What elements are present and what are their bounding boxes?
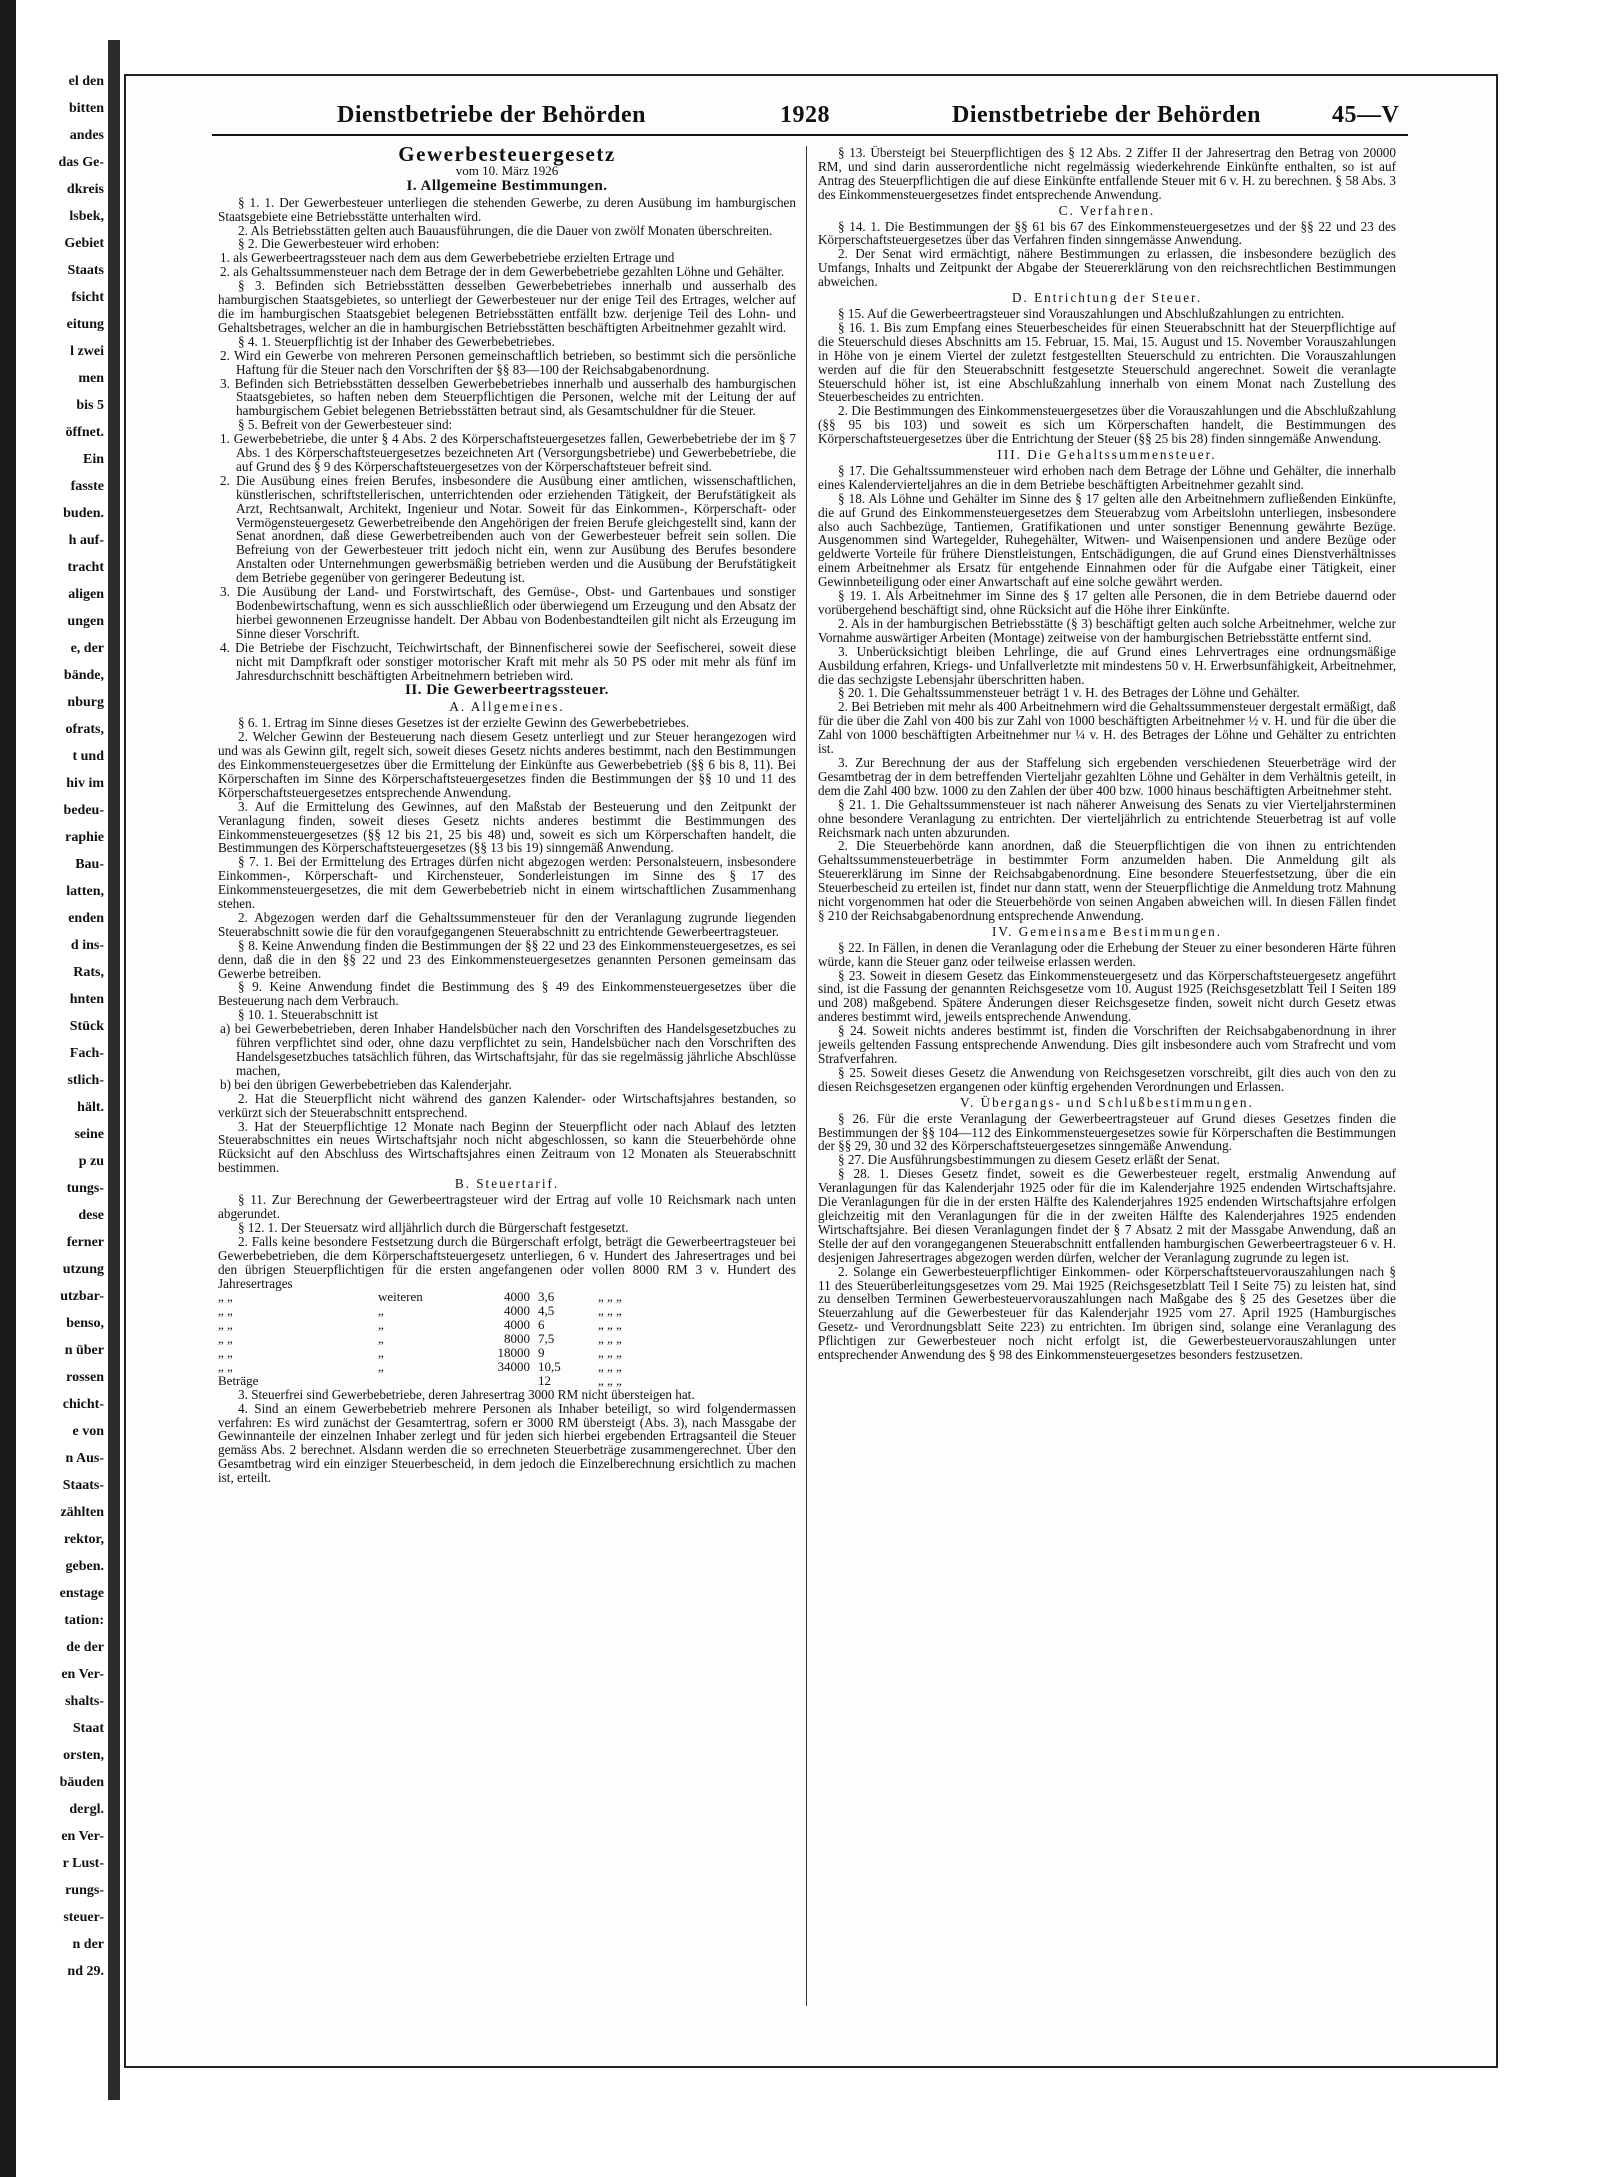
previous-page-fragment: benso,: [66, 1316, 104, 1331]
previous-page-fragment: en Ver-: [61, 1829, 104, 1844]
previous-page-fragment: ferner: [66, 1235, 104, 1250]
paragraph: § 21. 1. Die Gehaltssummensteuer ist nach näherer Anweisung des Senats zu vier Vierteljahrsterminen ohne besondere Veranlagung zu entrichten. Der vierteljährlich zu entrichtende Steuerbetrag ist auf volle Reichsmark nach unten abzurunden.: [818, 796, 1396, 840]
previous-page-fragment: eitung: [66, 317, 104, 332]
paragraph: 2. Hat die Steuerpflicht nicht während des ganzen Kalender- oder Wirtschaftsjahres bestanden, so verkürzt sich der Steuerabschnitt entsprechend.: [218, 1090, 796, 1120]
paragraph: § 23. Soweit in diesem Gesetz das Einkommensteuergesetz und das Körperschaftsteuergesetz angeführt sind, ist die Fassung der genannten Reichsgesetze vom 10. August 1925 (Reichsgesetzblatt Teil I Seiten 189 und 208) maßgebend. Spätere Änderungen dieser Reichsgesetze finden, soweit nicht durch Gesetz etwas anderes bestimmt wird, jeweils entsprechende Anwendung.: [818, 967, 1396, 1025]
paragraph: § 27. Die Ausführungsbestimmungen zu diesem Gesetz erläßt der Senat.: [838, 1152, 1220, 1168]
previous-page-fragment: t und: [72, 749, 104, 764]
tax-rate-cell: „: [378, 1303, 384, 1319]
list-item: 1. als Gewerbeertragssteuer nach dem aus dem Gewerbebetriebe erzielten Ertrage und: [220, 250, 675, 266]
paragraph: 2. Welcher Gewinn der Besteuerung nach diesem Gesetz unterliegt und zur Steuer herangezogen wird und was als Gewinn gilt, regelt sich, soweit dieses Gesetz nichts anderes bestimmt, nach den Bestimmungen des Einkommensteuergesetzes über die Ermittelung der Einkünfte aus Gewerbebetrieb (§§ 6 bis 8, 11). Bei Körperschaften im Sinne des Körperschaftsteuergesetzes finden die Bestimmungen der §§ 10 und 11 des Körperschaftsteuergesetzes entsprechende Anwendung.: [218, 729, 796, 800]
tax-rate-cell: [378, 1374, 468, 1388]
tax-rate-cell: „ „ „: [598, 1331, 622, 1347]
tax-rate-cell: „ „ „: [598, 1345, 622, 1361]
previous-page-fragment: enstage: [59, 1586, 104, 1601]
previous-page-fragment: r Lust-: [62, 1856, 104, 1871]
previous-page-fragment: p zu: [78, 1154, 104, 1169]
previous-page-fragment: bedeu-: [63, 803, 104, 818]
previous-page-fragment: bände,: [63, 668, 104, 683]
sub-heading: C. Verfahren.: [1058, 202, 1156, 218]
paragraph: § 26. Für die erste Veranlagung der Gewerbeertragsteuer auf Grund dieses Gesetzes finden die Bestimmungen der §§ 104—112 des Einkommensteuergesetzes sowie für Körperschaften die Bestimmungen der §§ 29, 30 und 32 des Körperschaftsteuergesetzes sinngemäße Anwendung.: [818, 1110, 1396, 1154]
previous-page-fragment: tracht: [67, 560, 104, 575]
previous-page-fragment: rektor,: [63, 1532, 104, 1547]
previous-page-fragment: das Ge-: [58, 155, 104, 170]
previous-page-fragment: Ein: [82, 452, 104, 467]
tax-rate-cell: 12: [538, 1372, 551, 1388]
previous-page-fragment: rungs-: [65, 1883, 104, 1898]
paragraph: § 18. Als Löhne und Gehälter im Sinne des § 17 gelten alle den Arbeitnehmern zufließenden Einkünfte, die auf Grund des Einkommensteuergesetzes dem Steuerabzug vom Arbeitslohn unterliegen, insbesondere also auch Sachbezüge, Tantiemen, Gratifikationen und unter sonstiger Benennung gewährte Bezüge. Ausgenommen sind Wartegelder, Ruhegehälter, Witwen- und Waisenpensionen und andere Bezüge oder geldwerte Vorteile für frühere Dienstleistungen, Entschädigungen, die auf Grund eines Dienstverhältnisses einem Arbeitnehmer als Ersatz für entgehende Einnahmen oder für die Aufgabe einer Tätigkeit, einer Gewinnbeteiligung oder einer Anwartschaft auf eine solche gewährt werden.: [818, 490, 1396, 590]
tax-rate-row: [218, 1304, 796, 1318]
tax-rate-cell: 3,6: [538, 1289, 555, 1305]
previous-page-fragment: men: [78, 371, 104, 386]
paragraph: § 9. Keine Anwendung findet die Bestimmung des § 49 des Einkommensteuergesetzes über die Besteuerung nach dem Verbrauch.: [218, 979, 796, 1009]
previous-page-fragment: hnten: [69, 992, 104, 1007]
previous-page-fragment: seine: [74, 1127, 104, 1142]
tax-rate-cell: 4000: [504, 1317, 530, 1333]
sub-heading: B. Steuertarif.: [454, 1176, 560, 1192]
paragraph: § 14. 1. Die Bestimmungen der §§ 61 bis 67 des Einkommensteuergesetzes und der §§ 22 und 23 des Körperschaftsteuergesetzes über das Verfahren finden sinngemässe Anwendung.: [818, 218, 1396, 248]
previous-page-fragment: bitten: [69, 101, 104, 116]
paragraph: § 3. Befinden sich Betriebsstätten desselben Gewerbebetriebes innerhalb und ausserhalb des hamburgischen Staatsgebietes, so unterliegt der Gewerbesteuer nur der enige Teil des Ertrages, welcher auf die im hamburgischen Staatsgebiet belegenen Betriebsstätten entfällt bzw. derjenige Teil des Lohn- und Gehaltsbetrages, welcher an die in hamburgischen Betriebsstätten beschäftigten Arbeitnehmer gezahlt wird.: [218, 278, 796, 335]
tax-rate-cell: „ „: [218, 1289, 233, 1305]
tax-rate-row: [218, 1318, 796, 1332]
paragraph: § 16. 1. Bis zum Empfang eines Steuerbescheides für einen Steuerabschnitt hat der Steuerpflichtige auf die Steuerschuld dieses Abschnitts am 15. Februar, 15. Mai, 15. August und 15. November Vorauszahlungen in Höhe von je einem Viertel der zuletzt festgestellten Steuerschuld zu entrichten. Die Vorauszahlungen werden auf die für den Steuerabschnitt festgesetzte Steuerschuld angerechnet. Soweit die veranlagte Steuerschuld höher ist, ist eine Abschlußzahlung innerhalb von einem Monat nach Zustellung des Steuerbescheides zu entrichten.: [818, 319, 1396, 405]
paragraph: § 22. In Fällen, in denen die Veranlagung oder die Erhebung der Steuer zu einer besonderen Härte führen würde, kann die Steuer ganz oder teilweise erlassen werden.: [818, 939, 1396, 969]
previous-page-fragment: hält.: [77, 1100, 104, 1115]
tax-rate-cell: „ „: [218, 1303, 233, 1319]
paragraph: 3. Auf die Ermittelung des Gewinnes, auf den Maßstab der Besteuerung und den Zeitpunkt der Veranlagung finden, soweit dieses Gesetz nichts anderes bestimmt die Bestimmungen des Einkommensteuergesetzes (§§ 12 bis 21, 25 bis 48) und, soweit es sich um Körperschaften handelt, die Bestimmungen des Körperschaftsteuergesetzes (§§ 13 bis 19) sinngemäß Anwendung.: [218, 798, 796, 856]
list-item: 2. Die Ausübung eines freien Berufes, insbesondere die Ausübung einer amtlichen, wissenschaftlichen, künstlerischen, schriftstellerischen, unterrichtenden oder erziehenden Tätigkeit, der Berufstätigkeit als Arzt, Rechtsanwalt, Architekt, Ingenieur und Notar. Soweit für das Einkommen-, Körperschaft- oder Vermögensteuergesetz Gewerbetreibende den Angehörigen der freien Berufe gleichgestellt sind, kann der Senat anordnen, daß diese Gewerbetreibenden auch von der Gewerbesteuer befreit sein sollen. Die Befreiung von der Gewerbesteuer tritt jedoch nicht ein, wenn zur Ausübung des Berufes besondere Anstalten oder Unternehmungen gewerbsmäßig betrieben werden und die Ausübung der Berufstätigkeit dem Betriebe gegenüber von geringerer Bedeutung ist.: [220, 472, 796, 586]
previous-page-fragment: zählten: [60, 1505, 104, 1520]
previous-page-fragment: orsten,: [63, 1748, 104, 1763]
paragraph: § 28. 1. Dieses Gesetz findet, soweit es die Gewerbesteuer regelt, erstmalig Anwendung auf Veranlagungen für das Kalenderjahr 1925 oder für die im Kalenderjahre 1925 endenden Wirtschaftsjahre. Die Veranlagungen für die in der ersten Hälfte des Kalenderjahres 1925 endenden Wirtschaftsjahre erfolgen gleichzeitig mit den Veranlagungen für die in der zweiten Hälfte des Kalenderjahres 1925 endenden Wirtschaftsjahre. Bei diesen Veranlagungen findet der § 7 Absatz 2 mit der Massgabe Anwendung, daß an Stelle der auf den vorangegangenen Steuerabschnitt entfallenden hamburgischen Gewerbeertragsteuer 6 v. H. desjenigen Jahresertrages abgezogen werden dürfen, welcher der Veranlagung zugrunde zu legen ist.: [818, 1166, 1396, 1265]
tax-rate-cell: 6: [538, 1317, 545, 1333]
previous-page-fragment: hiv im: [66, 776, 104, 791]
previous-page-fragment: dkreis: [66, 182, 104, 197]
previous-page-fragment: Rats,: [73, 965, 104, 980]
paragraph: § 10. 1. Steuerabschnitt ist: [238, 1007, 378, 1023]
previous-page-fragment: utzbar-: [60, 1289, 104, 1304]
previous-page-fragment: Staats: [67, 263, 104, 278]
tax-rate-cell: „: [378, 1358, 384, 1374]
column-divider: [806, 146, 807, 2006]
tax-rate-row: [218, 1332, 796, 1346]
paragraph: § 7. 1. Bei der Ermittelung des Ertrages dürfen nicht abgezogen werden: Personalsteuern, insbesondere Einkommen-, Körperschaft- und Kirchensteuer, Sonderleistungen im Sinne des § 17 des Einkommensteuergesetzes, die mit dem Gewerbebetrieb nicht in einem wirtschaftlichen Zusammenhang stehen.: [218, 854, 796, 912]
part-heading: I. Allgemeine Bestimmungen.: [406, 177, 608, 194]
previous-page-fragment: e von: [72, 1424, 104, 1439]
previous-page-fragment: dese: [78, 1208, 104, 1223]
list-item: 4. Die Betriebe der Fischzucht, Teichwirtschaft, der Binnenfischerei sowie der Seefischerei, soweit diese nicht mit Dampfkraft oder sonstiger motorischer Kraft mit mehr als 50 PS oder mit mehr als fünf im Jahresdurchschnitt beschäftigten Arbeitnehmern betrieben wird.: [220, 639, 796, 683]
previous-page-fragment: fasste: [70, 479, 104, 494]
tax-rate-row: [218, 1360, 796, 1374]
previous-page-fragment: tation:: [64, 1613, 104, 1628]
paragraph: 2. Falls keine besondere Festsetzung durch die Bürgerschaft erfolgt, beträgt die Gewerbeertragsteuer bei Gewerbebetrieben, die dem Körperschaftsteuergesetz unterliegen, 6 v. Hundert des Jahresertrages und bei den übrigen Steuerpflichtigen für die ersten angefangenen oder vollen 8000 RM 3 v. Hundert des Jahresertrages: [218, 1233, 796, 1291]
tax-rate-cell: „ „: [218, 1358, 233, 1374]
previous-page-fragment: stlich-: [67, 1073, 104, 1088]
previous-page-fragment: n Aus-: [65, 1451, 104, 1466]
paragraph: § 8. Keine Anwendung finden die Bestimmungen der §§ 22 und 23 des Einkommensteuergesetzes, es sei denn, daß die in den §§ 22 und 23 des Einkommensteuergesetzes genannten Personen gemeinsam das Gewerbe betreiben.: [218, 937, 796, 981]
tax-rate-cell: „ „ „: [598, 1289, 622, 1305]
paragraph: § 6. 1. Ertrag im Sinne dieses Gesetzes ist der erzielte Gewinn des Gewerbebetriebes.: [238, 715, 690, 731]
previous-page-fragment: bis 5: [76, 398, 104, 413]
list-item: 1. Gewerbebetriebe, die unter § 4 Abs. 2 des Körperschaftsteuergesetzes fallen, Gewerbebetriebe der im § 7 Abs. 1 des Körperschaftsteuergesetzes bezeichneten Art (Versorgungsbetriebe) und Gewerbebetriebe, die auf Grund des § 9 des Körperschaftsteuergesetzes von der Körperschaftsteuer befreit sind.: [220, 431, 796, 474]
list-item: a) bei Gewerbebetrieben, deren Inhaber Handelsbücher nach den Vorschriften des Handelsgesetzbuches zu führen verpflichtet sind oder, ohne dazu verpflichtet zu sein, Handelsbücher nach den Vorschriften des Handelsgesetzbuches tatsächlich führen, das Wirtschaftsjahr, für das sie regelmässig jährliche Abschlüsse machen,: [220, 1021, 796, 1078]
previous-page-fragment: ofrats,: [65, 722, 104, 737]
tax-rate-cell: [468, 1374, 538, 1388]
previous-page-fragment: buden.: [63, 506, 104, 521]
paragraph: § 1. 1. Der Gewerbesteuer unterliegen die stehenden Gewerbe, zu deren Ausübung im hamburgischen Staatsgebiete eine Betriebsstätte unterhalten wird.: [218, 194, 796, 224]
tax-rate-cell: „: [378, 1331, 384, 1347]
paragraph: § 12. 1. Der Steuersatz wird alljährlich durch die Bürgerschaft festgesetzt.: [238, 1219, 629, 1235]
previous-page-fragment: lsbek,: [69, 209, 104, 224]
tax-rate-row: [218, 1374, 796, 1388]
previous-page-fragment: el den: [68, 74, 104, 89]
previous-page-fragment: nd 29.: [67, 1964, 104, 1979]
previous-page-fragment: geben.: [65, 1559, 104, 1574]
paragraph: 4. Sind an einem Gewerbebetrieb mehrere Personen als Inhaber beteiligt, so wird folgendermassen verfahren: Es wird zunächst der Gesamtertrag, sofern er 3000 RM übersteigt (Abs. 3), nach Massgabe der Gewinnanteile der einzelnen Inhaber zerlegt und für jeden sich hierbei ergebenden Ertragsanteil die Steuer gemäss Abs. 2 berechnet. Alsdann werden die so errechneten Steuerbeträge zusammengerechnet. Über den Gesamtbetrag wird ein einziger Steuerbescheid, in dem jedoch die Einzelberechnung ersichtlich zu machen ist, erteilt.: [218, 1400, 796, 1486]
tax-rate-cell: „ „: [218, 1345, 233, 1361]
previous-page-fragment: Staat: [72, 1721, 104, 1736]
paragraph: § 13. Übersteigt bei Steuerpflichtigen des § 12 Abs. 2 Ziffer II der Jahresertrag den Betrag von 20000 RM, und sind darin ausserordentliche nicht regelmässig wiederkehrende Einkünfte enthalten, so ist auf Antrag des Steuerpflichtigen die auf diese Einkünfte entfallende Steuer mit 6 v. H. zu berechnen. § 58 Abs. 3 des Einkommensteuergesetzes findet entsprechende Anwendung.: [818, 146, 1396, 202]
tax-rate-cell: Beträge: [218, 1372, 259, 1388]
paragraph: § 11. Zur Berechnung der Gewerbeertragsteuer wird der Ertrag auf volle 10 Reichsmark nach unten abgerundet.: [218, 1192, 796, 1221]
previous-page-fragment: chicht-: [62, 1397, 104, 1412]
book-gutter: [108, 40, 120, 2100]
paragraph: § 25. Soweit dieses Gesetz die Anwendung von Reichsgesetzen vorschreibt, gilt dies auch von den zu diesen Reichsgesetzen ergangenen oder künftig ergehenden Verordnungen und Erlassen.: [818, 1064, 1396, 1094]
list-item: 3. Befinden sich Betriebsstätten desselben Gewerbebetriebes innerhalb und ausserhalb des hamburgischen Staatsgebietes, so haften neben dem Steuerpflichtigen die Personen, welche mit der Leitung der auf hamburgischem Gebiet belegenen Betriebsstätten betraut sind, als Gesamtschuldner für die Steuer.: [220, 375, 796, 419]
paragraph: § 5. Befreit von der Gewerbesteuer sind:: [238, 417, 453, 433]
paragraph: 3. Steuerfrei sind Gewerbebetriebe, deren Jahresertrag 3000 RM nicht übersteigen hat.: [238, 1386, 695, 1402]
previous-page-fragment: Fach-: [69, 1046, 104, 1061]
list-item: 2. als Gehaltssummensteuer nach dem Betrage der in dem Gewerbebetriebe gezahlten Löhne und Gehälter.: [220, 264, 785, 280]
tax-rate-cell: 4000: [504, 1289, 530, 1305]
paragraph: § 15. Auf die Gewerbeertragsteuer sind Vorauszahlungen und Abschlußzahlungen zu entrichten.: [838, 305, 1345, 321]
right-column: [818, 146, 1396, 2006]
previous-page-fragment: h auf-: [68, 533, 104, 548]
tax-rate-cell: 8000: [504, 1331, 530, 1347]
previous-page-fragment: en Ver-: [61, 1667, 104, 1682]
previous-page-fragment: shalts-: [65, 1694, 104, 1709]
paragraph: § 20. 1. Die Gehaltssummensteuer beträgt 1 v. H. des Betrages der Löhne und Gehälter.: [838, 685, 1300, 701]
page-number: 45—V: [1332, 102, 1400, 128]
previous-page-fragment: n der: [72, 1937, 104, 1952]
tax-rate-table: [218, 1290, 796, 1387]
previous-page-fragment: aligen: [68, 587, 104, 602]
paragraph: § 2. Die Gewerbesteuer wird erhoben:: [238, 236, 440, 252]
tax-rate-cell: 4000: [504, 1303, 530, 1319]
tax-rate-cell: „: [378, 1317, 384, 1333]
paragraph: § 24. Soweit nichts anderes bestimmt ist, finden die Vorschriften der Reichsabgabenordnung in ihrer jeweils geltenden Fassung entsprechende Anwendung. Dies gilt insbesondere auch vom Strafrecht und vom Strafverfahren.: [818, 1023, 1396, 1066]
part-heading: III. Die Gehaltssummensteuer.: [997, 447, 1217, 463]
previous-page-fragment: d ins-: [70, 938, 104, 953]
tax-rate-cell: „ „ „: [598, 1303, 622, 1319]
paragraph: 3. Hat der Steuerpflichtige 12 Monate nach Beginn der Steuerpflicht oder nach Ablauf des letzten Steuerabschnittes ein neues Wirtschaftsjahr noch nicht abgeschlossen, so kann die Steuerbehörde ohne Rücksicht auf den Abschluss des Wirtschaftsjahres einen Zeitraum von 12 Monaten als Steuerabschnitt bestimmen.: [218, 1118, 796, 1176]
previous-page-fragment: öffnet.: [65, 425, 104, 440]
paragraph: 3. Zur Berechnung der aus der Staffelung sich ergebenden verschiedenen Steuerbeträge wird der Gesamtbetrag der in dem betreffenden Vierteljahr gezahlten Löhne und Gehälter in dem Verhältnis geteilt, in dem die Zahl 400 bzw. 1000 zu den Zahlen der über 400 bzw. 1000 hinaus beschäftigten Arbeitnehmer steht.: [818, 754, 1396, 798]
running-head-year: 1928: [780, 102, 830, 128]
previous-page-fragment: bäuden: [59, 1775, 104, 1790]
running-head-right: Dienstbetriebe der Behörden: [952, 102, 1262, 128]
paragraph: § 17. Die Gehaltssummensteuer wird erhoben nach dem Betrage der Löhne und Gehälter, die innerhalb eines Kalendervierteljahres an die in dem Betriebe beschäftigten Arbeitnehmer gezahlt sind.: [818, 462, 1396, 492]
previous-page-fragment: Gebiet: [64, 236, 104, 251]
previous-page-fragment: nburg: [67, 695, 104, 710]
paragraph: 2. Der Senat wird ermächtigt, nähere Bestimmungen zu erlassen, die insbesondere bezüglich des Umfangs, Inhalts und Zeitpunkt der Abgabe der Steuererklärung von den reichsrechtlichen Bestimmungen abweichen.: [818, 246, 1396, 290]
tax-rate-cell: 9: [538, 1345, 545, 1361]
previous-page-fragment: utzung: [62, 1262, 104, 1277]
list-item: 3. Die Ausübung der Land- und Forstwirtschaft, des Gemüse-, Obst- und Gartenbaues und sonstiger Bodenbewirtschaftung, wenn es sich ausschließlich oder überwiegend um Erzeugung und den Absatz der hierbei gewonnenen Erzeugnisse handelt. Der Abbau von Bodenbestandteilen gilt nicht als Erzeugung im Sinne dieser Vorschrift.: [220, 584, 796, 641]
previous-page-fragment: tungs-: [66, 1181, 104, 1196]
tax-rate-row: [218, 1290, 796, 1304]
law-date: vom 10. März 1926: [455, 162, 559, 178]
paragraph: 2. Die Bestimmungen des Einkommensteuergesetzes über die Vorauszahlungen und die Abschlußzahlung (§§ 95 bis 103) und soweit es sich um Körperschaften handelt, die Bestimmungen des Körperschaftsteuergesetzes über die Entrichtung der Steuer (§§ 25 bis 28) finden sinngemäße Anwendung.: [818, 403, 1396, 447]
previous-page-fragment: Bau-: [75, 857, 104, 872]
paragraph: § 19. 1. Als Arbeitnehmer im Sinne des § 17 gelten alle Personen, die in dem Betriebe dauernd oder vorübergehend beschäftigt sind, ohne Rücksicht auf die Höhe ihrer Einkünfte.: [818, 588, 1396, 617]
previous-page-fragment: andes: [69, 128, 104, 143]
tax-rate-cell: 18000: [497, 1345, 530, 1361]
paragraph: 2. Solange ein Gewerbesteuerpflichtiger Einkommen- oder Körperschaftsteuervorauszahlungen nach § 11 des Steuerüberleitungsgesetzes vom 29. Mai 1925 (Reichsgesetzblatt Teil I Seite 75) zu leisten hat, sind zu denselben Terminen Gewerbesteuervorauszahlungen nach Maßgabe des § 25 des Gesetzes über die Steuerzahlung auf die Gewerbesteuer für das Kalenderjahr 1925 vom 27. April 1925 (Hamburgisches Gesetz- und Verordnungsblatt Seite 223) zu entrichten. Im übrigen sind, solange eine Veranlagung des Pflichtigen zur Gewerbesteuer noch nicht erfolgt ist, die Gewerbesteuervorauszahlungen unter entsprechender Anwendung des § 98 des Einkommensteuergesetzes besonders festzusetzen.: [818, 1263, 1396, 1363]
sub-heading: D. Entrichtung der Steuer.: [1011, 290, 1203, 306]
running-head-left: Dienstbetriebe der Behörden: [337, 102, 647, 128]
previous-page-fragment: n über: [64, 1343, 104, 1358]
previous-page-fragment: steuer-: [63, 1910, 104, 1925]
previous-page-fragment: fsicht: [71, 290, 104, 305]
previous-page-fragment: latten,: [66, 884, 104, 899]
previous-page-fragment: enden: [68, 911, 104, 926]
tax-rate-row: [218, 1346, 796, 1360]
paragraph: 2. Als in der hamburgischen Betriebsstätte (§ 3) beschäftigt gelten auch solche Arbeitnehmer, welche zur Vornahme auswärtiger Arbeiten (Montage) zeitweise von der hamburgischen Betriebsstätte entfernt sind.: [818, 615, 1396, 645]
previous-page-fragment: de der: [66, 1640, 104, 1655]
previous-page-margin: [16, 60, 112, 2070]
left-column: [218, 146, 796, 2006]
part-heading: II. Die Gewerbeertragssteuer.: [405, 682, 609, 699]
previous-page-fragment: e, der: [70, 641, 104, 656]
tax-rate-cell: „ „ „: [598, 1372, 622, 1388]
scan-edge: [0, 0, 16, 2177]
tax-rate-cell: 4,5: [538, 1303, 555, 1319]
paragraph: 2. Bei Betrieben mit mehr als 400 Arbeitnehmern wird die Gehaltssummensteuer dergestalt ermäßigt, daß für die über die Zahl von 400 bis zur Zahl von 1000 beschäftigten Arbeitnehmer ½ v. H. und für die über die Zahl von 1000 beschäftigten Arbeitnehmer nur ¼ v. H. des Betrages der Löhne und Gehälter zu entrichten ist.: [818, 699, 1396, 757]
law-title: Gewerbesteuergesetz: [398, 146, 616, 166]
part-heading: IV. Gemeinsame Bestimmungen.: [991, 923, 1223, 939]
previous-page-fragment: ungen: [67, 614, 104, 629]
previous-page-fragment: rossen: [66, 1370, 104, 1385]
tax-rate-cell: 7,5: [538, 1331, 555, 1347]
list-item: b) bei den übrigen Gewerbebetrieben das Kalenderjahr.: [220, 1076, 512, 1092]
tax-rate-cell: 34000: [497, 1358, 530, 1374]
paragraph: 3. Unberücksichtigt bleiben Lehrlinge, die auf Grund eines Lehrvertrages eine ordnungsmäßige Ausbildung erfahren, Kriegs- und Unfallverletzte mit mindestens 50 v. H. Erwerbsunfähigkeit, Arbeitnehmer, die das sechzigste Lebensjahr überschritten haben.: [818, 643, 1396, 687]
sub-heading: A. Allgemeines.: [449, 699, 565, 715]
previous-page-fragment: dergl.: [69, 1802, 104, 1817]
paragraph: 2. Abgezogen werden darf die Gehaltssummensteuer für den der Veranlagung zugrunde liegenden Steuerabschnitt sowie die für den voraufgegangenen Steuerabschnitt zu entrichtende Gewerbeertragsteuer.: [218, 909, 796, 939]
tax-rate-cell: weiteren: [378, 1289, 423, 1305]
list-item: 2. Wird ein Gewerbe von mehreren Personen gemeinschaftlich betrieben, so bestimmt sich die persönliche Haftung für die Steuer nach den Vorschriften der §§ 83—100 der Reichsabgabenordnung.: [220, 347, 796, 377]
previous-page-fragment: raphie: [65, 830, 104, 845]
running-head: [212, 100, 1408, 136]
previous-page-fragment: Staats-: [62, 1478, 104, 1493]
tax-rate-cell: „: [378, 1345, 384, 1361]
tax-rate-cell: „ „ „: [598, 1358, 622, 1374]
paragraph: 2. Die Steuerbehörde kann anordnen, daß die Steuerpflichtigen die von ihnen zu entrichtenden Gehaltssummensteuerbeträge in bestimmter Form anzumelden haben. Die Anmeldung gilt als Steuererklärung im Sinne der Reichsabgabenordnung. Eine besondere Steuerfestsetzung, über die ein Steuerbescheid zu erteilen ist, findet nur dann statt, wenn der Steuerpflichtige die Anmeldung trotz Mahnung nicht vorgenommen hat oder die Steuerbehörde von seinen Angaben abweichen will. In diesen Fällen findet § 210 der Reichsabgabenordnung entsprechende Anwendung.: [818, 838, 1396, 923]
tax-rate-cell: 10,5: [538, 1358, 561, 1374]
tax-rate-cell: „ „: [218, 1317, 233, 1333]
tax-rate-cell: „ „: [218, 1331, 233, 1347]
tax-rate-cell: „ „ „: [598, 1317, 622, 1333]
paragraph: § 4. 1. Steuerpflichtig ist der Inhaber des Gewerbebetriebes.: [238, 333, 555, 349]
part-heading: V. Übergangs- und Schlußbestimmungen.: [960, 1094, 1254, 1110]
previous-page-fragment: l zwei: [70, 344, 104, 359]
paragraph: 2. Als Betriebsstätten gelten auch Bauausführungen, die die Dauer von zwölf Monaten überschreiten.: [238, 222, 773, 238]
previous-page-fragment: Stück: [69, 1019, 104, 1034]
